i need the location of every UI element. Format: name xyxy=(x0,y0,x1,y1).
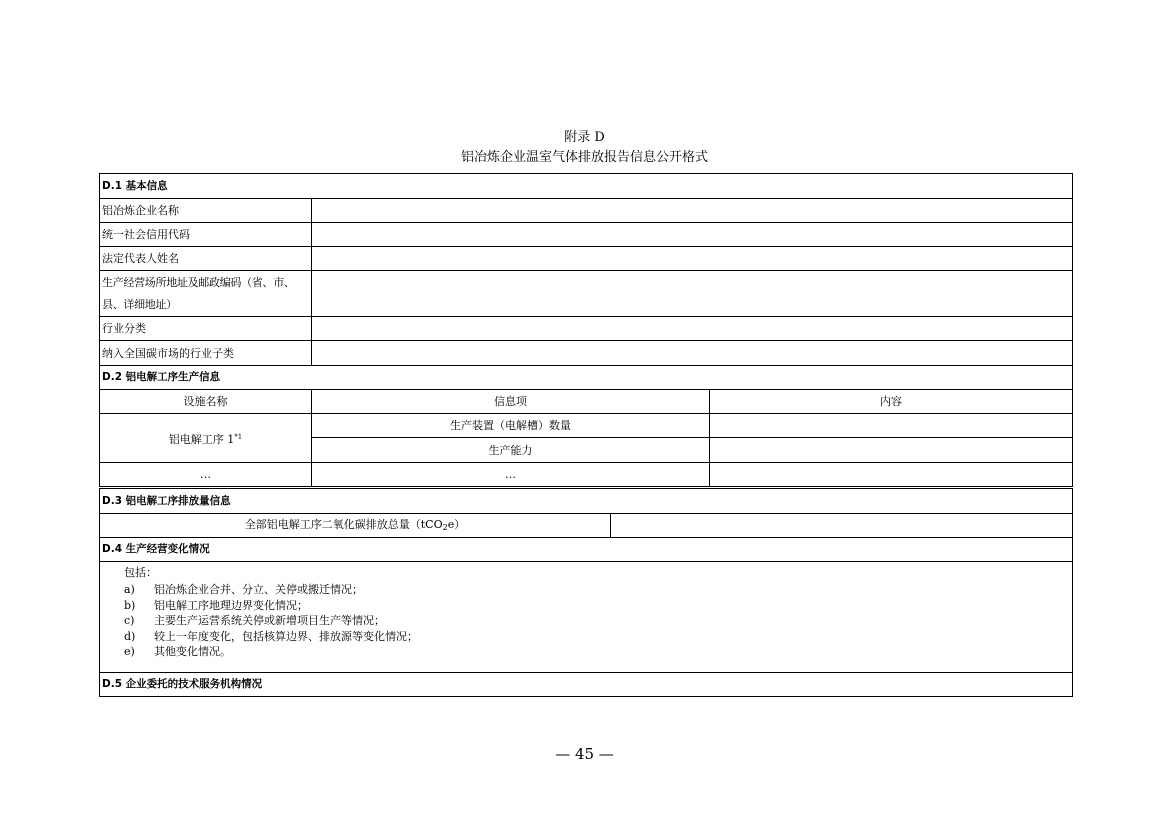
row-value-industry-category[interactable] xyxy=(312,317,1073,341)
row-label-carbon-market-subsector: 纳入全国碳市场的行业子类 xyxy=(100,341,312,366)
info-item-ellipsis: … xyxy=(312,463,710,487)
report-table-basic-production xyxy=(99,173,1073,487)
facility-ellipsis: … xyxy=(100,463,312,487)
row-label-credit-code: 统一社会信用代码 xyxy=(100,223,312,247)
facility-footnote: *1 xyxy=(234,432,243,441)
content-ellipsis[interactable] xyxy=(710,463,1073,487)
list-item-text: 铝冶炼企业合并、分立、关停或搬迁情况； xyxy=(154,583,363,596)
list-item xyxy=(100,582,1072,598)
list-item xyxy=(100,629,1072,645)
list-item-text: 较上一年度变化，包括核算边界、排放源等变化情况； xyxy=(154,629,418,643)
row-value-company-name[interactable] xyxy=(312,199,1073,223)
list-item-text: 铝电解工序地理边界变化情况； xyxy=(154,598,308,612)
emissions-label-suffix: e） xyxy=(447,517,466,531)
row-value-legal-representative[interactable] xyxy=(312,247,1073,271)
list-item-index: b) xyxy=(124,598,136,612)
column-header-facility: 设施名称 xyxy=(100,390,312,414)
report-table-emissions-changes xyxy=(99,488,1073,697)
facility-name-cell xyxy=(100,414,312,463)
list-item-index: c) xyxy=(124,614,135,627)
emissions-label-prefix: 全部铝电解工序二氧化碳排放总量（tCO xyxy=(244,517,443,531)
section-heading-service-agency: D.5 企业委托的技术服务机构情况 xyxy=(100,673,1073,697)
content-electrolytic-cells[interactable] xyxy=(710,414,1073,438)
notes-intro: 包括： xyxy=(124,566,157,579)
list-item xyxy=(100,598,1072,614)
emissions-total-label xyxy=(100,514,611,538)
business-changes-notes xyxy=(100,562,1073,673)
list-item-index: d) xyxy=(124,629,136,643)
info-item-capacity: 生产能力 xyxy=(312,438,710,463)
column-header-content: 内容 xyxy=(710,390,1073,414)
row-value-credit-code[interactable] xyxy=(312,223,1073,247)
list-item-text: 主要生产运营系统关停或新增项目生产等情况； xyxy=(154,614,385,627)
section-heading-business-changes: D.4 生产经营变化情况 xyxy=(100,538,1073,562)
list-item xyxy=(100,613,1072,629)
list-item-index: a) xyxy=(124,583,135,596)
emissions-total-value[interactable] xyxy=(611,514,1073,538)
list-item-index: e) xyxy=(124,645,135,658)
column-header-info-item: 信息项 xyxy=(312,390,710,414)
emissions-label-subscript: 2 xyxy=(442,522,448,532)
appendix-label: 附录 D xyxy=(564,130,605,145)
section-heading-production-info: D.2 铝电解工序生产信息 xyxy=(100,366,1073,390)
info-item-electrolytic-cells: 生产装置（电解槽）数量 xyxy=(312,414,710,438)
content-capacity[interactable] xyxy=(710,438,1073,463)
row-value-address[interactable] xyxy=(312,271,1073,317)
row-value-carbon-market-subsector[interactable] xyxy=(312,341,1073,366)
row-label-legal-representative: 法定代表人姓名 xyxy=(100,247,312,271)
page-title: 铝冶炼企业温室气体排放报告信息公开格式 xyxy=(460,150,708,165)
row-label-address: 生产经营场所地址及邮政编码（省、市、县、详细地址） xyxy=(100,271,312,317)
section-heading-basic-info: D.1 基本信息 xyxy=(100,174,1073,199)
list-item xyxy=(100,644,1072,660)
row-label-company-name: 铝冶炼企业名称 xyxy=(100,199,312,223)
row-label-industry-category: 行业分类 xyxy=(100,317,312,341)
page-number: — 45 — xyxy=(555,745,614,763)
list-item-text: 其他变化情况。 xyxy=(154,645,231,658)
section-heading-emissions: D.3 铝电解工序排放量信息 xyxy=(100,489,1073,514)
facility-name: 铝电解工序 1 xyxy=(168,432,235,446)
